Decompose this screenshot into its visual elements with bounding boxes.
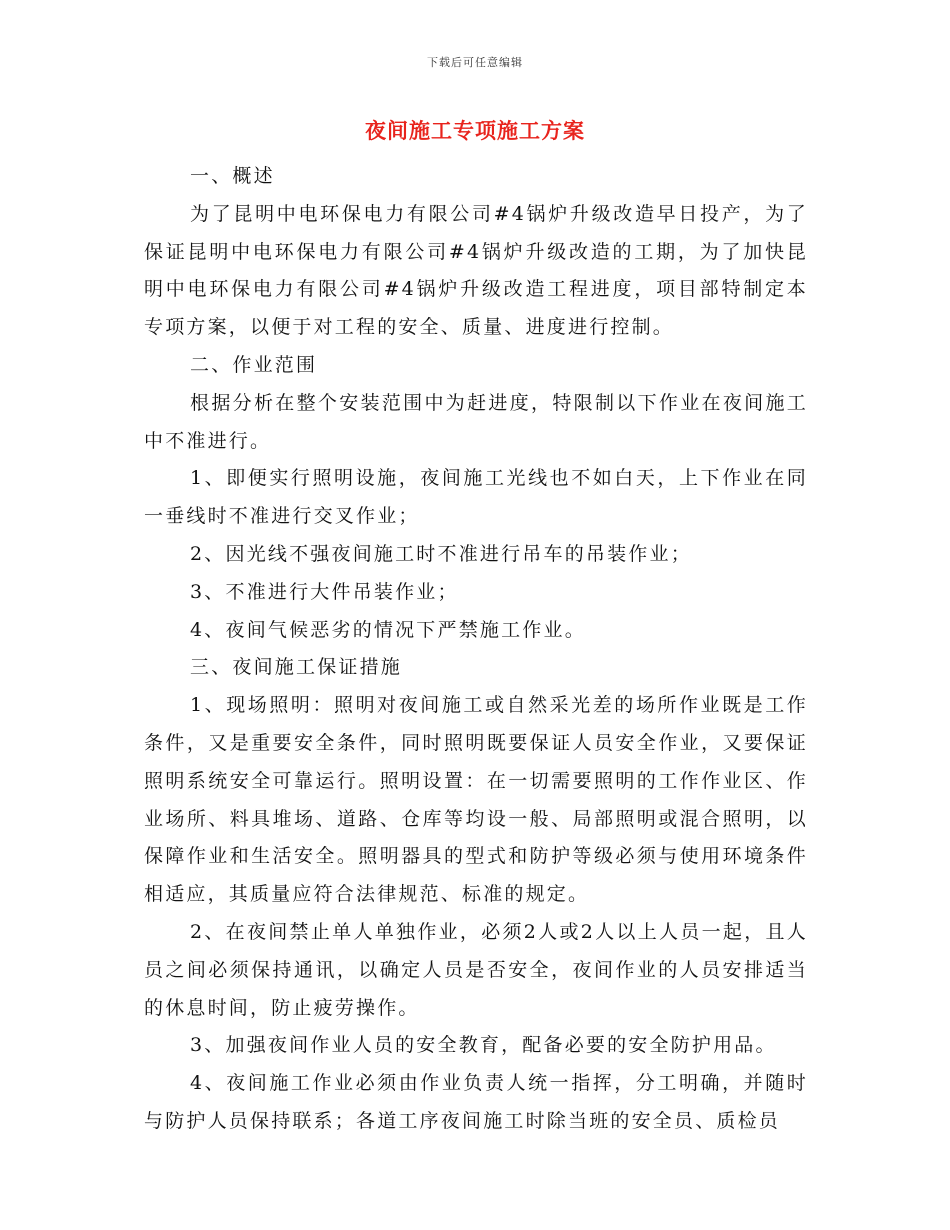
list-item-scope-4: 4、夜间气候恶劣的情况下严禁施工作业。 [190,618,586,641]
section-heading-overview: 一、概述 [190,165,275,187]
document-body [144,158,808,1141]
list-item-measure-4: 4、夜间施工作业必须由作业负责人统一指挥，分工明确，并随时与防护人员保持联系；各道工序夜间施工时除当班的安全员、质检员 [144,1072,808,1132]
paragraph-scope-intro: 根据分析在整个安装范围中为赶进度，特限制以下作业在夜间施工中不准进行。 [144,391,808,452]
list-item-scope-3: 3、不准进行大件吊装作业； [190,580,459,603]
section-heading-scope: 二、作业范围 [190,353,318,376]
list-item-scope-2: 2、因光线不强夜间施工时不准进行吊车的吊装作业； [190,542,692,565]
paragraph-overview: 为了昆明中电环保电力有限公司#4锅炉升级改造早日投产，为了保证昆明中电环保电力有限公司#4锅炉升级改造的工期，为了加快昆明中电环保电力有限公司#4锅炉升级改造工程进度，项目部特制定本专项方案，以便于对工程的安全、质量、进度进行控制。 [144,202,808,339]
section-heading-measures: 三、夜间施工保证措施 [190,656,403,679]
header-note: 下载后可任意编辑 [427,56,523,69]
document-title: 夜间施工专项施工方案 [365,118,585,143]
list-item-scope-1: 1、即便实行照明设施，夜间施工光线也不如白天，上下作业在同一垂线时不准进行交叉作业； [144,467,808,528]
list-item-measure-1: 1、现场照明：照明对夜间施工或自然采光差的场所作业既是工作条件，又是重要安全条件，同时照明既要保证人员安全作业，又要保证照明系统安全可靠运行。照明设置：在一切需要照明的工作作业区、作业场所、料具堆场、道路、仓库等均设一般、局部照明或混合照明，以保障作业和生活安全。照明器具的型式和防护等级必须与使用环境条件相适应，其质量应符合法律规范、标准的规定。 [144,694,808,906]
list-item-measure-3: 3、加强夜间作业人员的安全教育，配备必要的安全防护用品。 [190,1034,777,1057]
list-item-measure-2: 2、在夜间禁止单人单独作业，必须2人或2人以上人员一起，且人员之间必须保持通讯，以确定人员是否安全，夜间作业的人员安排适当的休息时间，防止疲劳操作。 [144,920,808,1019]
